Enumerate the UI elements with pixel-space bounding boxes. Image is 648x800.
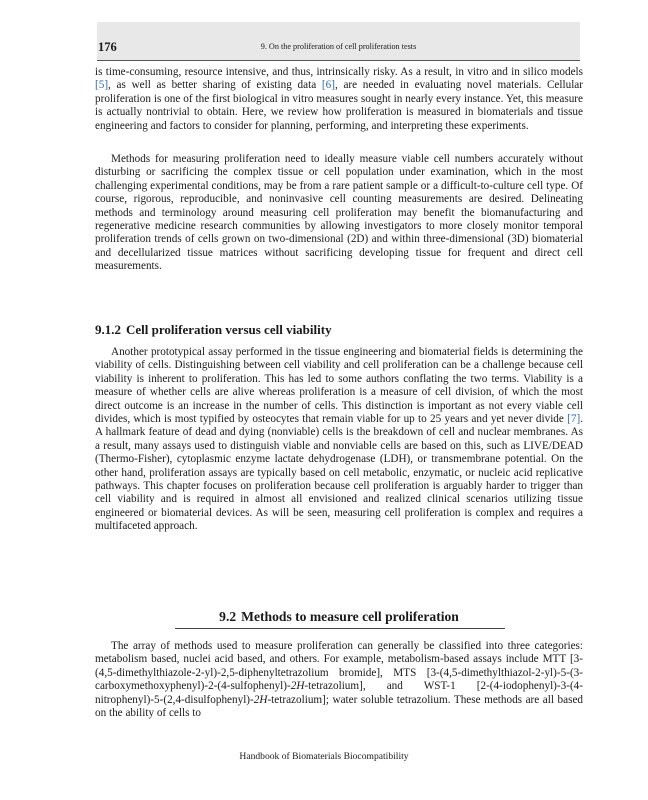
citation-link[interactable]: [7] (567, 413, 581, 426)
section-heading-9-1-2 (95, 322, 332, 338)
text-run: -tetrazolium]; water soluble tetrazolium. These methods are all based on the ability of cells to (95, 693, 583, 720)
text-run: The array of methods used to measure proliferation can generally be classified into three categories: metabolism based, nuclei acid based, and others. For example, metabolism-based assays include MTT [3-(4,5-dimethylthiazole-2-yl)-2,5-diphenyltetrazolium bromide], MTS [3-(4,5-dimethylthiazol-2-yl)-5-(3-carboxymethoxyphenyl)-2-(4-sulfophenyl)- (95, 640, 583, 693)
heading-rule (175, 628, 505, 629)
citation-link[interactable]: [6] (321, 79, 335, 92)
text-run: -tetrazolium], and WST-1 [2-(4-iodophenyl)-3-(4-nitrophenyl)-5-(2,4-disulfophenyl)- (95, 680, 583, 706)
section-number: 9.2 (219, 609, 237, 624)
section-title: Cell proliferation versus cell viability (126, 322, 332, 337)
text-run: , as well as better sharing of existing data (108, 79, 322, 92)
italic-run: 2H (253, 693, 268, 706)
footer-book-title: Handbook of Biomaterials Biocompatibility (239, 751, 409, 762)
section-number: 9.1.2 (95, 322, 121, 337)
intro-paragraph-2: Methods for measuring proliferation need to ideally measure viable cell numbers accurately without disturbing or sacrificing the complex tissue or cell population under examination, which in the most challenging experimental conditions, may be from a rare patient sample or a difficult-to-culture cell type. Of course, rigorous, reproducible, and noninvasive cell counting measurements are desired. Delineating methods and terminology around measuring cell proliferation may benefit the biomanufacturing and regenerative medicine research communities by allowing investigators to more closely monitor temporal proliferation trends of cells grown on two-dimensional (2D) and within three-dimensional (3D) biomaterial and decellularized tissue matrices without sacrificing developing tissue for frequent and direct cell measurements. (95, 153, 583, 273)
italic-run: 2H (290, 680, 305, 693)
text-run: is time-consuming, resource intensive, and thus, intrinsically risky. As a result, in vitro and in silico models (95, 66, 583, 78)
page-number: 176 (98, 40, 117, 54)
section-9-2-paragraph (95, 640, 583, 720)
section-9-1-2-paragraph (95, 346, 583, 534)
running-title: 9. On the proliferation of cell proliferation tests (260, 42, 417, 51)
text-run: , are needed in evaluating novel materials. Cellular proliferation is one of the first biological in vitro measures sought in nearly every instance. Yet, this measure is actually nontrivial to obtain. Here, we review how proliferation is measured in biomaterials and tissue engineering and factors to consider for planning, performing, and interpreting these experiments. (95, 79, 584, 132)
text-run: . A hallmark feature of dead and dying (nonviable) cells is the breakdown of cell and nuclear membranes. As a result, many assays used to distinguish viable and nonviable cells are based on this, such as LIVE/DEAD (Thermo-Fisher), cytoplasmic enzyme lactate dehydrogenase (LDH), or transmembrane potential. On the other hand, proliferation assays are typically based on cell metabolic, enzymatic, or nucleic acid replicative pathways. This chapter focuses on proliferation because cell proliferation is arguably harder to trigger than cell viability and is required in almost all envisioned and realized clinical scenarios utilizing tissue engineered or biomaterial devices. As will be seen, measuring cell proliferation is complex and requires a multifaceted approach. (95, 413, 583, 533)
intro-paragraph-1 (95, 66, 583, 133)
header-band (97, 22, 580, 60)
text-run: Another prototypical assay performed in the tissue engineering and biomaterial fields is determining the viability of cells. Distinguishing between cell viability and cell proliferation can be a challenge because cell viability is inherent to proliferation. This has led to some authors conflating the two terms. Viability is a measure of whether cells are alive whereas proliferation is a measure of cell division, of which the most direct outcome is an increase in the number of cells. This distinction is important as not every viable cell divides, which is most typified by osteocytes that remain viable for up to 25 years and yet never divide (95, 346, 583, 426)
section-title: Methods to measure cell proliferation (241, 609, 459, 624)
citation-link[interactable]: [5] (95, 79, 109, 92)
section-heading-9-2 (95, 609, 583, 625)
header-rule (97, 60, 580, 61)
